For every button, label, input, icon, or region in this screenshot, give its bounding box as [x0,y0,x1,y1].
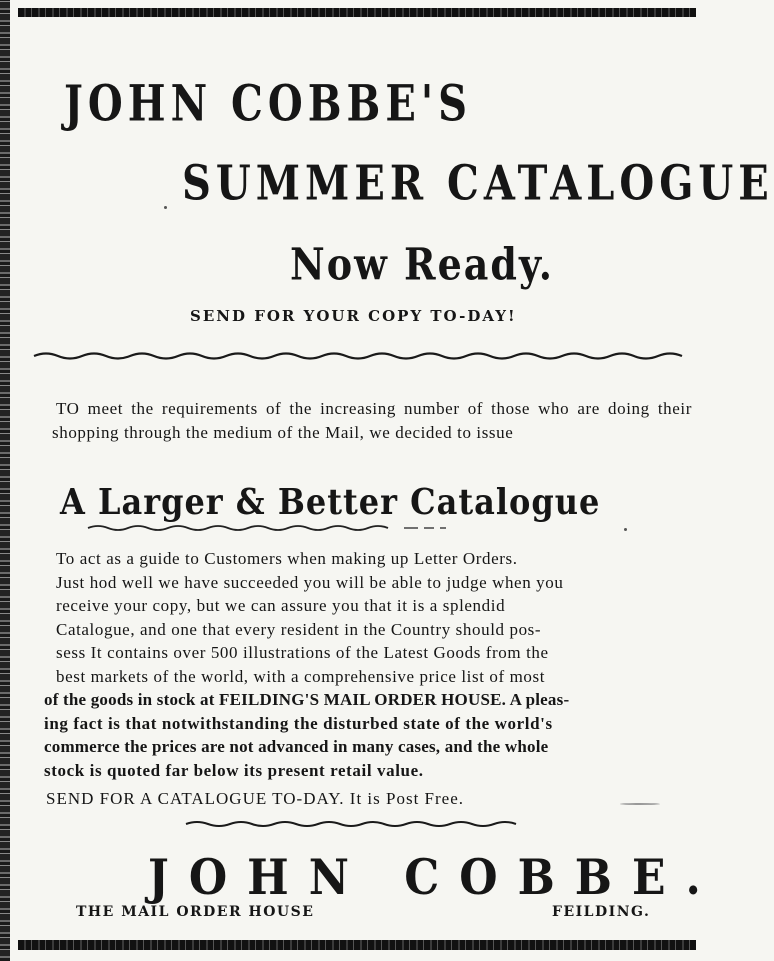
bottom-border-rule [18,940,696,950]
headline-status: Now Ready. [290,238,554,290]
body-line: best markets of the world, with a comprehensive price list of most [56,666,546,686]
print-speck [624,528,627,531]
body-line: of the goods in stock at FEILDING'S MAIL ORDER HOUSE. A pleas- [44,690,570,709]
print-speck [164,206,167,209]
body-line: stock is quoted far below its present retail value. [44,760,424,780]
body-line: To act as a guide to Customers when making up Letter Orders. [56,549,518,568]
top-border-rule [18,8,696,17]
body-line: commerce the prices are not advanced in many cases, and the whole [44,737,549,756]
town-name: FEILDING. [552,904,651,920]
post-free-callout: SEND FOR A CATALOGUE TO-DAY. It is Post Free. [46,789,465,808]
body-line: receive your copy, but we can assure you that it is a splendid [56,596,506,615]
body-line: ing fact is that notwithstanding the disturbed state of the world's [44,713,553,733]
signature-name: JOHN COBBE. [148,850,721,907]
body-paragraph [44,547,694,782]
wavy-divider-feature [88,523,468,533]
print-speck [620,803,660,805]
headline-name: JOHN COBBE'S [64,74,472,133]
body-line: Just hod well we have succeeded you will be able to judge when you [56,572,564,592]
wavy-divider-top [34,349,684,363]
wavy-divider-bottom [186,819,516,829]
intro-paragraph: TO meet the requirements of the increasing number of those who are doing their shopping through the medium of the Mail, we decided to issue [52,399,692,442]
feature-title: A Larger & Better Catalogue [60,481,601,523]
send-copy-callout: SEND FOR YOUR COPY TO-DAY! [190,307,517,325]
page-edge-border [0,0,10,961]
headline-catalogue: SUMMER CATALOGUE [182,155,774,212]
body-line: sess It contains over 500 illustrations of the Latest Goods from the [56,643,549,662]
body-line: Catalogue, and one that every resident in the Country should pos- [56,619,542,639]
business-name: THE MAIL ORDER HOUSE [76,904,315,920]
